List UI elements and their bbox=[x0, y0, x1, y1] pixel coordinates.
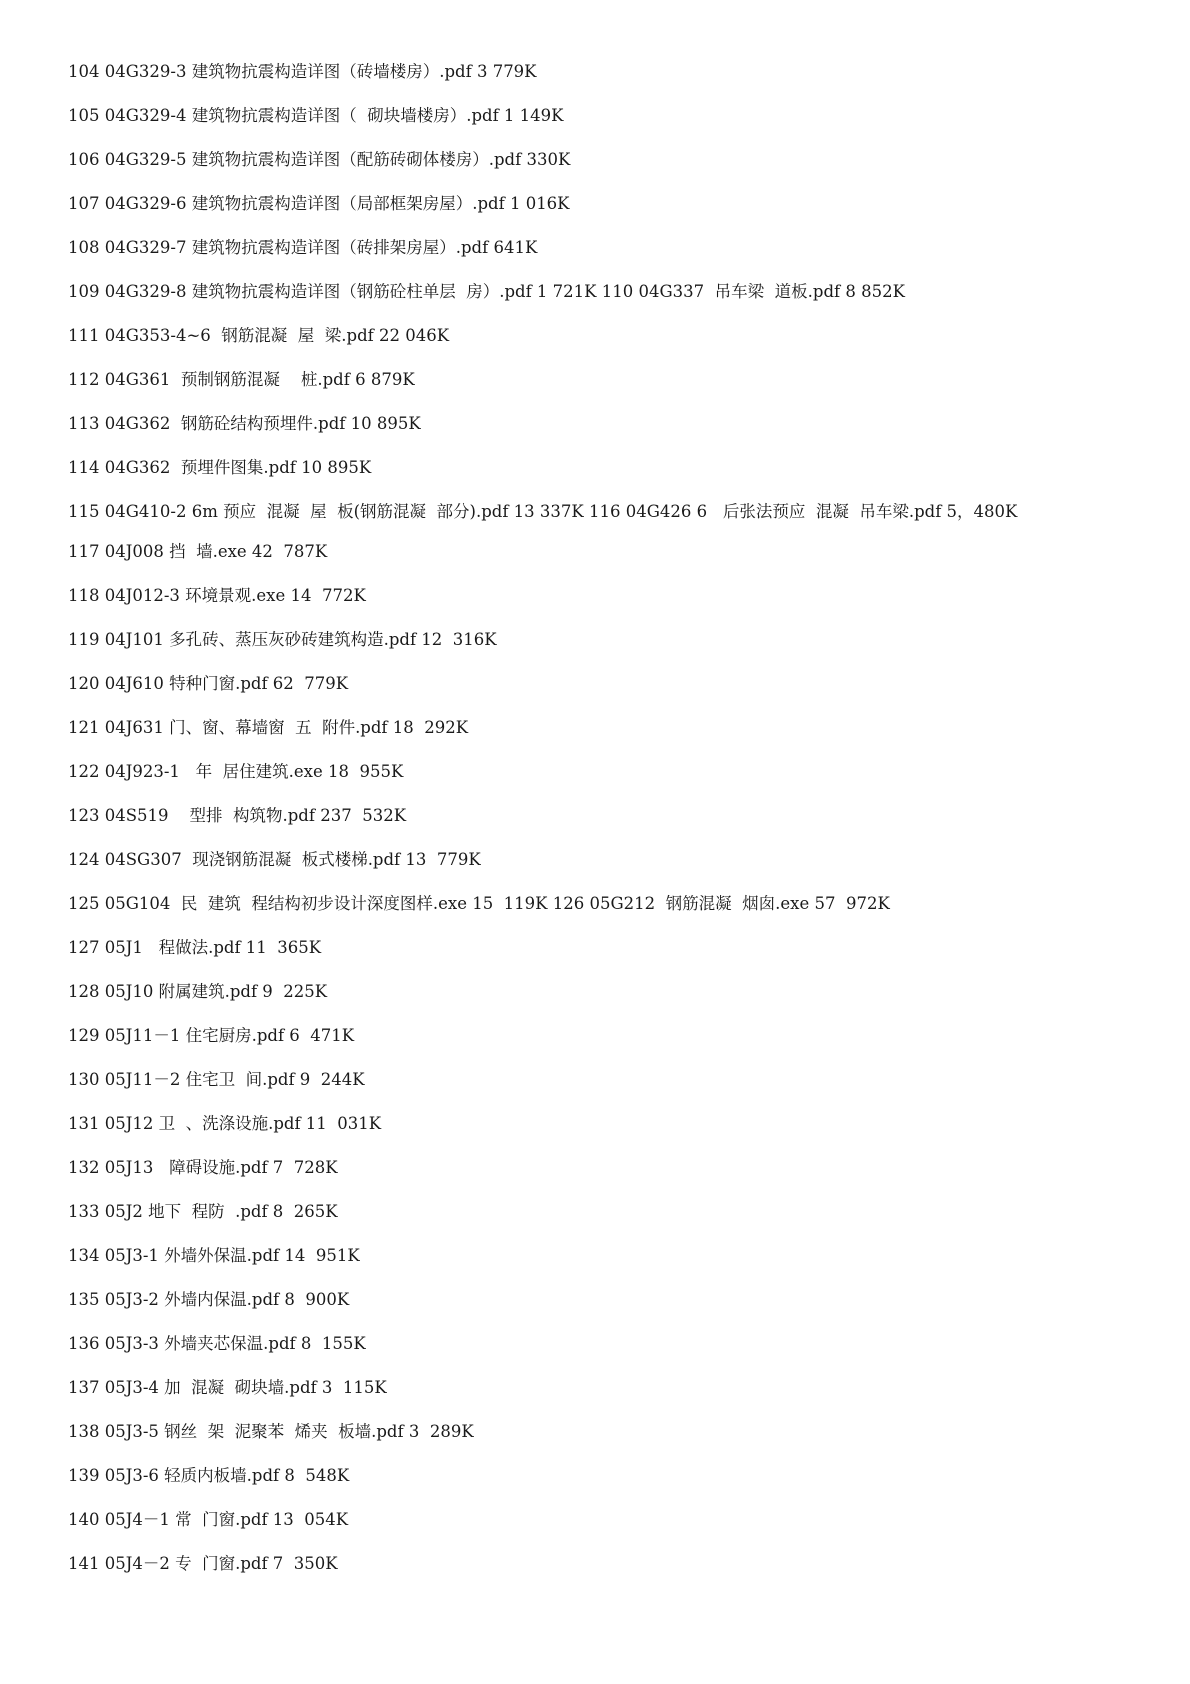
list-item: 114 04G362 预埋件图集.pdf 10 895K bbox=[68, 458, 372, 477]
list-item: 111 04G353-4~6 钢筋混凝 屋 梁.pdf 22 046K bbox=[68, 326, 450, 345]
file-list bbox=[68, 60, 1128, 1596]
list-item: 121 04J631 门、窗、幕墙窗 五 附件.pdf 18 292K bbox=[68, 718, 469, 737]
list-item: 139 05J3-6 轻质内板墙.pdf 8 548K bbox=[68, 1466, 350, 1485]
list-item: 123 04S519 型排 构筑物.pdf 237 532K bbox=[68, 806, 407, 825]
list-item: 120 04J610 特种门窗.pdf 62 779K bbox=[68, 674, 349, 693]
list-item: 117 04J008 挡 墙.exe 42 787K bbox=[68, 542, 328, 561]
list-item: 112 04G361 预制钢筋混凝 桩.pdf 6 879K bbox=[68, 370, 415, 389]
list-item: 108 04G329-7 建筑物抗震构造详图（砖排架房屋）.pdf 641K bbox=[68, 238, 538, 257]
list-item: 136 05J3-3 外墙夹芯保温.pdf 8 155K bbox=[68, 1334, 366, 1353]
list-item: 141 05J4－2 专 门窗.pdf 7 350K bbox=[68, 1554, 338, 1573]
list-item: 105 04G329-4 建筑物抗震构造详图（ 砌块墙楼房）.pdf 1 149K bbox=[68, 106, 564, 125]
list-item: 113 04G362 钢筋砼结构预埋件.pdf 10 895K bbox=[68, 414, 421, 433]
list-item: 118 04J012-3 环境景观.exe 14 772K bbox=[68, 586, 366, 605]
list-item: 132 05J13 障碍设施.pdf 7 728K bbox=[68, 1158, 338, 1177]
list-item: 127 05J1 程做法.pdf 11 365K bbox=[68, 938, 322, 957]
list-item: 129 05J11－1 住宅厨房.pdf 6 471K bbox=[68, 1026, 355, 1045]
list-item: 138 05J3-5 钢丝 架 泥聚苯 烯夹 板墙.pdf 3 289K bbox=[68, 1422, 474, 1441]
list-item: 107 04G329-6 建筑物抗震构造详图（局部框架房屋）.pdf 1 016K bbox=[68, 194, 570, 213]
list-item: 130 05J11－2 住宅卫 间.pdf 9 244K bbox=[68, 1070, 365, 1089]
list-item: 133 05J2 地下 程防 .pdf 8 265K bbox=[68, 1202, 338, 1221]
list-item: 122 04J923-1 年 居住建筑.exe 18 955K bbox=[68, 762, 404, 781]
list-item: 106 04G329-5 建筑物抗震构造详图（配筋砖砌体楼房）.pdf 330K bbox=[68, 150, 571, 169]
list-item: 140 05J4－1 常 门窗.pdf 13 054K bbox=[68, 1510, 349, 1529]
list-item: 104 04G329-3 建筑物抗震构造详图（砖墙楼房）.pdf 3 779K bbox=[68, 62, 537, 81]
list-item: 124 04SG307 现浇钢筋混凝 板式楼梯.pdf 13 779K bbox=[68, 850, 481, 869]
list-item: 115 04G410-2 6m 预应 混凝 屋 板(钢筋混凝 部分).pdf 13 337K 116 04G426 6 后张法预应 混凝 吊车梁.pdf 5，480K bbox=[68, 502, 1018, 521]
list-item: 134 05J3-1 外墙外保温.pdf 14 951K bbox=[68, 1246, 360, 1265]
list-item: 119 04J101 多孔砖、蒸压灰砂砖建筑构造.pdf 12 316K bbox=[68, 630, 497, 649]
list-item: 128 05J10 附属建筑.pdf 9 225K bbox=[68, 982, 328, 1001]
list-item: 125 05G104 民 建筑 程结构初步设计深度图样.exe 15 119K 126 05G212 钢筋混凝 烟囱.exe 57 972K bbox=[68, 894, 890, 913]
list-item: 131 05J12 卫 、洗涤设施.pdf 11 031K bbox=[68, 1114, 382, 1133]
list-item: 109 04G329-8 建筑物抗震构造详图（钢筋砼柱单层 房）.pdf 1 721K 110 04G337 吊车梁 道板.pdf 8 852K bbox=[68, 282, 905, 301]
list-item: 137 05J3-4 加 混凝 砌块墙.pdf 3 115K bbox=[68, 1378, 387, 1397]
list-item: 135 05J3-2 外墙内保温.pdf 8 900K bbox=[68, 1290, 350, 1309]
